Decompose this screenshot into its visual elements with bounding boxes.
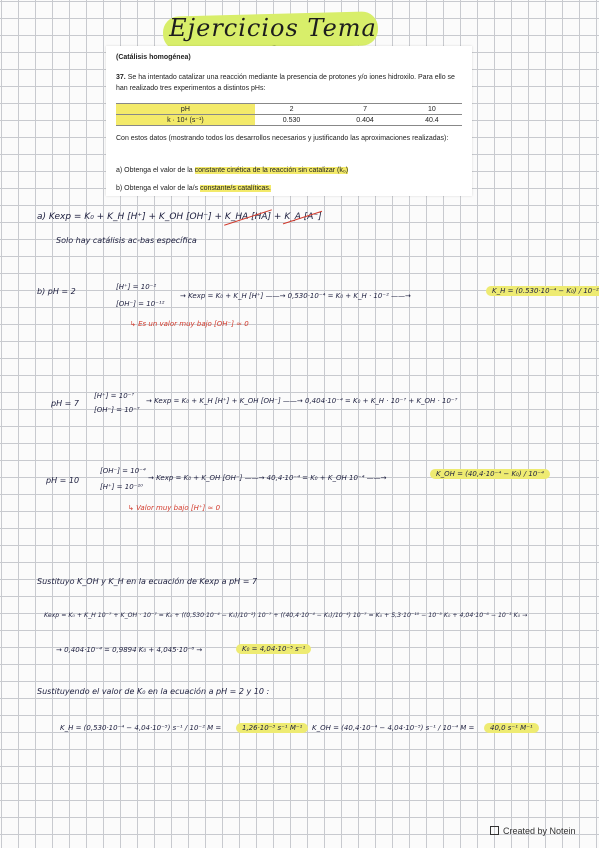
question-b-highlight: constante/s catalíticas.: [200, 185, 271, 192]
question-a-prefix: a) Obtenga el valor de la: [116, 167, 195, 174]
table-cell: 40.4: [402, 115, 462, 126]
table-cell: 10: [402, 104, 462, 115]
ph7-equation: → Kexp = K₀ + K_H [H⁺] + K_OH [OH⁻] ——→ 0,404·10⁻⁴ = K₀ + K_H · 10⁻⁷ + K_OH · 10⁻⁷: [146, 397, 458, 405]
table-cell: 0.404: [328, 115, 402, 126]
table-cell: pH: [116, 104, 255, 115]
crossed-term-ha: K_HA [HA]: [224, 212, 272, 222]
part-a-plus: +: [271, 212, 285, 222]
kh-final-result: [236, 724, 308, 732]
footer-text: Created by Notein: [503, 826, 576, 836]
k0-result-highlight: K₀ = 4,04·10⁻⁵ s⁻¹: [236, 644, 311, 654]
ph7-h-concentration: [H⁺] = 10⁻⁷: [94, 392, 135, 400]
ph10-result: [430, 470, 550, 478]
part-a-equation: [37, 212, 322, 222]
ph2-result: [486, 287, 599, 295]
question-a-highlight: constante cinética de la reacción sin catalizar (k₀): [194, 167, 349, 174]
k0-result: [236, 645, 311, 653]
substitution-line-2: → 0,404·10⁻⁴ = 0,9894 K₀ + 4,045·10⁻⁶ →: [56, 646, 203, 654]
kh-expression-highlight: K_H = (0.530·10⁻⁴ − K₀) / 10⁻²: [486, 286, 599, 296]
problem-instructions: Con estos datos (mostrando todos los desarrollos necesarios y justificando las aproximaciones realizadas):: [116, 135, 449, 142]
ph10-approximation-note: ↳ Valor muy bajo [H⁺] ≃ 0: [128, 504, 221, 512]
ph10-label: pH = 10: [46, 476, 80, 485]
part-a-equation-start: a) Kexp = K₀ + K_H [H⁺] + K_OH [OH⁻] +: [37, 212, 225, 222]
crossed-term-a: K_A [A⁻]: [284, 212, 322, 222]
substitution-title-2: Sustituyendo el valor de K₀ en la ecuación a pH = 2 y 10 :: [37, 687, 270, 696]
ph10-h-concentration: [H⁺] = 10⁻¹⁰: [100, 483, 143, 491]
kh-final-expression: K_H = (0,530·10⁻⁴ − 4,04·10⁻⁵) s⁻¹ / 10⁻² M =: [60, 724, 222, 732]
page-title: Ejercicios Tema: [169, 14, 377, 42]
koh-expression-highlight: K_OH = (40,4·10⁻⁴ − K₀) / 10⁻⁴: [430, 469, 550, 479]
koh-final-expression: K_OH = (40,4·10⁻⁴ − 4,04·10⁻⁵) s⁻¹ / 10⁻⁴ M =: [312, 724, 475, 732]
ph7-label: pH = 7: [51, 399, 79, 408]
problem-statement: [116, 72, 466, 94]
notein-logo-icon: [490, 826, 499, 835]
question-b-prefix: b) Obtenga el valor de la/s: [116, 185, 201, 192]
ph2-equation: → Kexp = K₀ + K_H [H⁺] ——→ 0,530·10⁻⁴ = K₀ + K_H · 10⁻² ——→: [180, 292, 411, 300]
table-cell: 7: [328, 104, 402, 115]
question-b: [116, 185, 271, 192]
ph2-oh-concentration: [OH⁻] = 10⁻¹²: [116, 300, 165, 308]
data-table: [116, 103, 462, 126]
ph2-approximation-note: ↳ Es un valor muy bajo [OH⁻] ≃ 0: [130, 320, 249, 328]
problem-heading: (Catálisis homogénea): [116, 54, 191, 61]
part-a-note: Solo hay catálisis ac-bas específica: [56, 236, 197, 245]
koh-final-highlight: 40,0 s⁻¹ M⁻¹: [484, 723, 539, 733]
ph2-h-concentration: [H⁺] = 10⁻²: [116, 283, 157, 291]
problem-card: [106, 46, 472, 196]
ph10-oh-concentration: [OH⁻] = 10⁻⁴: [100, 467, 146, 475]
table-row: [116, 104, 462, 115]
substitution-line-1: Kexp = K₀ + K_H 10⁻⁷ + K_OH · 10⁻⁷ = K₀ + ((0,530·10⁻⁴ − K₀)/10⁻²) 10⁻⁷ + ((40,4·10⁻⁴ − K₀)/10⁻⁴) 10⁻⁷ = K₀ + 5,3·10⁻¹⁰ − 10⁻⁵ K₀ + 4,04·10⁻⁶ − 10⁻³ K₀ →: [44, 612, 528, 619]
ph7-oh-concentration: [OH⁻] = 10⁻⁷: [94, 406, 140, 414]
table-cell: 2: [255, 104, 329, 115]
table-row: [116, 115, 462, 126]
table-cell: k · 10⁴ (s⁻¹): [116, 115, 255, 126]
ph10-equation: → Kexp = K₀ + K_OH [OH⁻] ——→ 40,4·10⁻⁴ = K₀ + K_OH 10⁻⁴ ——→: [148, 474, 387, 482]
table-cell: 0.530: [255, 115, 329, 126]
ph2-label: b) pH = 2: [37, 287, 76, 296]
question-a: [116, 167, 348, 174]
problem-statement-text: Se ha intentado catalizar una reacción mediante la presencia de protones y/o iones hidroxilo. Para ello se han realizado tres experimentos a distintos pHs:: [116, 74, 455, 92]
koh-final-result: [484, 724, 539, 732]
substitution-title-1: Sustituyo K_OH y K_H en la ecuación de Kexp a pH = 7: [37, 577, 258, 586]
kh-final-highlight: 1,26·10⁻³ s⁻¹ M⁻¹: [236, 723, 308, 733]
footer-credit: [490, 826, 576, 836]
problem-number: 37.: [116, 74, 126, 81]
